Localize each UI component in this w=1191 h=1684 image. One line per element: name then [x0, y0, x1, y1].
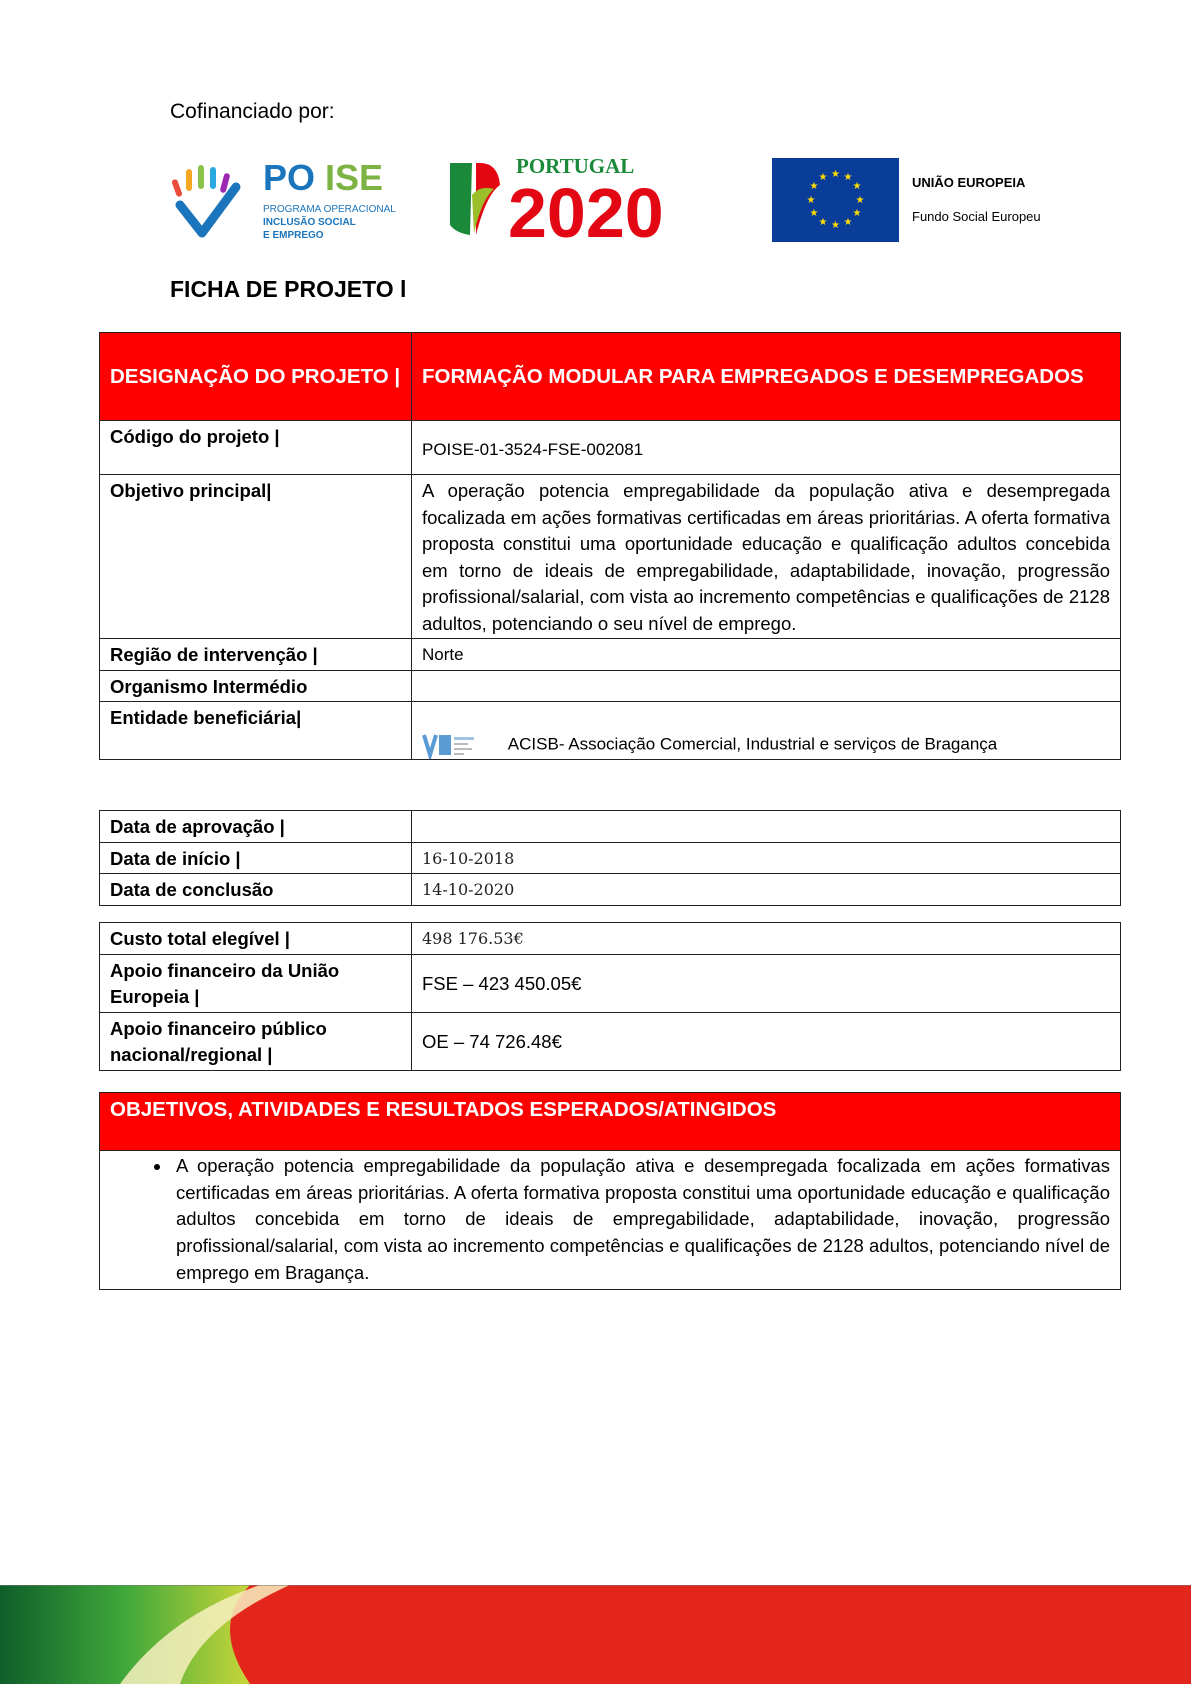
objectives-heading-row — [100, 1093, 1121, 1151]
eu-support-value: FSE – 423 450.05€ — [412, 954, 1121, 1012]
objectives-list — [100, 1153, 1110, 1287]
region-value: Norte — [412, 639, 1121, 671]
eu-flag — [772, 158, 899, 242]
code-label: Código do projeto | — [100, 421, 412, 475]
dates-table — [99, 810, 1121, 906]
svg-text:★: ★ — [852, 208, 862, 219]
eu-support-label: Apoio financeiro da União Europeia | — [100, 954, 412, 1012]
beneficiary-row — [100, 702, 1121, 760]
designation-label: DESIGNAÇÃO DO PROJETO | — [100, 333, 412, 421]
end-value: 14-10-2020 — [412, 874, 1121, 906]
project-table — [99, 332, 1121, 760]
objective-row — [100, 475, 1121, 639]
designation-row — [100, 333, 1121, 421]
code-value: POISE-01-3524-FSE-002081 — [412, 421, 1121, 475]
objectives-content-row — [100, 1151, 1121, 1290]
portugal-flag-icon — [450, 163, 500, 235]
hand-icon — [171, 165, 236, 233]
eu-support-row — [100, 954, 1121, 1012]
intermediate-row — [100, 670, 1121, 702]
objectives-heading: OBJETIVOS, ATIVIDADES E RESULTADOS ESPERADOS/ATINGIDOS — [100, 1093, 1121, 1151]
list-item: • A operação potencia empregabilidade da população ativa e desempregada focalizada em ações formativas certificadas em áreas prioritárias. A oferta formativa proposta constitui uma oportunidade educação e qualificação adultos concebida em torno de ideais de empregabilidade, adaptabilidade, inovação, progressão profissional/salarial, com vista ao incremento competências e qualificações de 2128 adultos, potenciando nível de emprego em Bragança. — [172, 1153, 1110, 1287]
beneficiary-value-cell — [412, 702, 1121, 760]
end-row — [100, 874, 1121, 906]
svg-text:★: ★ — [843, 172, 853, 183]
designation-value: FORMAÇÃO MODULAR PARA EMPREGADOS E DESEMPREGADOS — [412, 333, 1121, 421]
public-support-row — [100, 1012, 1121, 1070]
end-label: Data de conclusão — [100, 874, 412, 906]
start-label: Data de início | — [100, 842, 412, 874]
approval-value — [412, 811, 1121, 843]
objective-value: A operação potencia empregabilidade da população ativa e desempregada focalizada em ações formativas certificadas em áreas prioritárias. A oferta formativa proposta constitui uma oportunidade educação e qualificação adultos concebida em torno de ideais de empregabilidade, adaptabilidade, inovação, progressão profissional/salarial, com vista ao incremento competências e qualificações de 2128 adultos, potenciando o seu nível de emprego. — [412, 475, 1121, 639]
beneficiary-label: Entidade beneficiária| — [100, 702, 412, 760]
svg-text:★: ★ — [806, 195, 816, 206]
acisb-logo-icon — [422, 731, 498, 759]
objectives-content — [100, 1151, 1121, 1290]
svg-text:★: ★ — [855, 195, 865, 206]
eu-fund: Fundo Social Europeu — [912, 209, 1041, 224]
poise-title: PO ISE — [263, 157, 384, 198]
approval-label: Data de aprovação | — [100, 811, 412, 843]
svg-text:★: ★ — [831, 169, 840, 180]
objective-label: Objetivo principal| — [100, 475, 412, 639]
svg-text:INCLUSÃO SOCIAL: INCLUSÃO SOCIAL — [263, 217, 356, 228]
svg-text:★: ★ — [818, 172, 828, 183]
page-title: FICHA DE PROJETO l — [170, 276, 407, 302]
portugal-2020-logo — [446, 155, 726, 243]
poise-logo — [170, 157, 406, 242]
svg-text:★: ★ — [831, 220, 840, 231]
beneficiary-value: ACISB- Associação Comercial, Industrial e serviços de Bragança — [507, 734, 998, 754]
costs-table — [99, 922, 1121, 1071]
objectives-table — [99, 1092, 1121, 1290]
total-cost-row — [100, 923, 1121, 955]
svg-text:★: ★ — [809, 208, 819, 219]
svg-text:★: ★ — [809, 181, 819, 192]
region-row — [100, 639, 1121, 671]
footer-band — [0, 1585, 1191, 1684]
svg-text:★: ★ — [818, 217, 828, 228]
svg-text:E EMPREGO: E EMPREGO — [263, 230, 324, 241]
svg-text:PROGRAMA OPERACIONAL: PROGRAMA OPERACIONAL — [263, 204, 396, 215]
intermediate-value — [412, 670, 1121, 702]
start-row — [100, 842, 1121, 874]
intermediate-label: Organismo Intermédio — [100, 670, 412, 702]
cofinanced-by-label: Cofinanciado por: — [170, 100, 335, 123]
total-cost-label: Custo total elegível | — [100, 923, 412, 955]
approval-row — [100, 811, 1121, 843]
public-support-value: OE – 74 726.48€ — [412, 1012, 1121, 1070]
svg-text:PORTUGAL: PORTUGAL — [516, 155, 635, 178]
public-support-label: Apoio financeiro público nacional/regional | — [100, 1012, 412, 1070]
code-row — [100, 421, 1121, 475]
eu-name: UNIÃO EUROPEIA — [912, 175, 1026, 190]
svg-text:2020: 2020 — [508, 174, 664, 243]
svg-text:★: ★ — [852, 181, 862, 192]
svg-text:★: ★ — [843, 217, 853, 228]
total-cost-value: 498 176.53€ — [412, 923, 1121, 955]
eu-stars-icon — [772, 158, 899, 242]
start-value: 16-10-2018 — [412, 842, 1121, 874]
region-label: Região de intervenção | — [100, 639, 412, 671]
